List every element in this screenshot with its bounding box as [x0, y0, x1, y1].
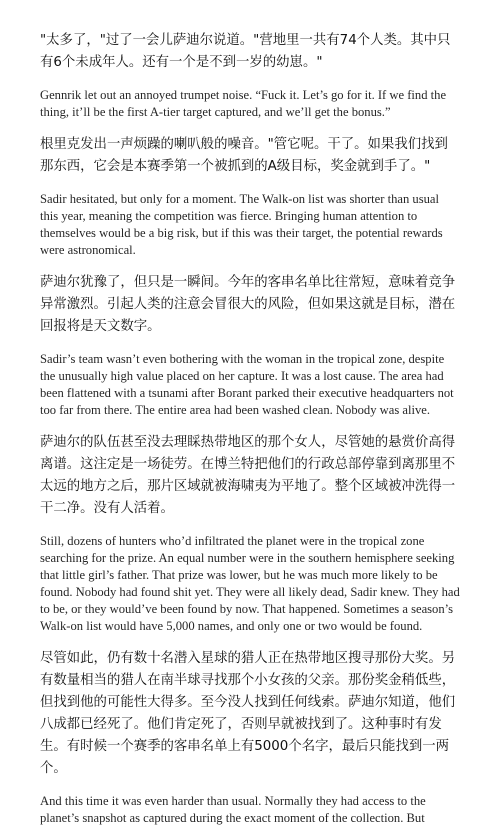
paragraph-zh-4: 萨迪尔的队伍甚至没去理睬热带地区的那个女人，尽管她的悬赏价高得离谱。这注定是一场徒劳。在博兰特把他们的行政总部停靠到离那里不太远的地方之后，那片区域就被海啸夷为平地了。整个区域被冲洗得一干二净。没有人活着。 — [40, 435, 456, 516]
paragraph-en-3: Sadir’s team wasn’t even bothering with the woman in the tropical zone, despite the unusually high value placed on her capture. It was a lost cause. The area had been flattened with a tsunami after Borant parked their executive headquarters not too far from there. The entire area had been washed clean. Nobody was alive. — [40, 352, 454, 417]
paragraph-en-4: Still, dozens of hunters who’d infiltrated the planet were in the tropical zone searching for the prize. An equal number were in the southern hemisphere seeking that little girl’s father. That prize was lower, but he was much more likely to be found. Nobody had found shit yet. They were all likely dead, Sadir knew. They had to be, or they would’ve been found by now. That happened. Sometimes a season’s Walk-on list would have 5,000 names, and only one or two would be found. — [40, 534, 460, 633]
paragraph-zh-2: 根里克发出一声烦躁的喇叭般的噪音。"管它呢。干了。如果我们找到那东西，它会是本赛季第一个被抓到的A级目标，奖金就到手了。" — [40, 137, 448, 174]
paragraph-en-2: Sadir hesitated, but only for a moment. The Walk-on list was shorter than usual this year, meaning the competition was fierce. Bringing human attention to themselves would be a big risk, but if this was their target, the potential rewards were astronomical. — [40, 192, 443, 257]
paragraph-en-5: And this time it was even harder than usual. Normally they had access to the planet’s snapshot as captured during the exact moment of the collection. But — [40, 794, 426, 825]
paragraph-en-1: Gennrik let out an annoyed trumpet noise. “Fuck it. Let’s go for it. If we find the thing, it’ll be the first A-tier target captured, and we’ll get the bonus.” — [40, 88, 447, 119]
paragraph-zh-1: "太多了，"过了一会儿萨迪尔说道。"营地里一共有74个人类。其中只有6个未成年人。还有一个是不到一岁的幼崽。" — [40, 33, 451, 70]
paragraph-zh-5: 尽管如此，仍有数十名潜入星球的猎人正在热带地区搜寻那份大奖。另有数量相当的猎人在南半球寻找那个小女孩的父亲。那份奖金稍低些，但找到他的可能性大得多。至今没人找到任何线索。萨迪尔知道，他们八成都已经死了。他们肯定死了，否则早就被找到了。这种事时有发生。有时候一个赛季的客串名单上有5000个名字，最后只能找到一两个。 — [40, 651, 456, 776]
paragraph-zh-3: 萨迪尔犹豫了，但只是一瞬间。今年的客串名单比往常短，意味着竞争异常激烈。引起人类的注意会冒很大的风险，但如果这就是目标，潜在回报将是天文数字。 — [40, 275, 456, 334]
